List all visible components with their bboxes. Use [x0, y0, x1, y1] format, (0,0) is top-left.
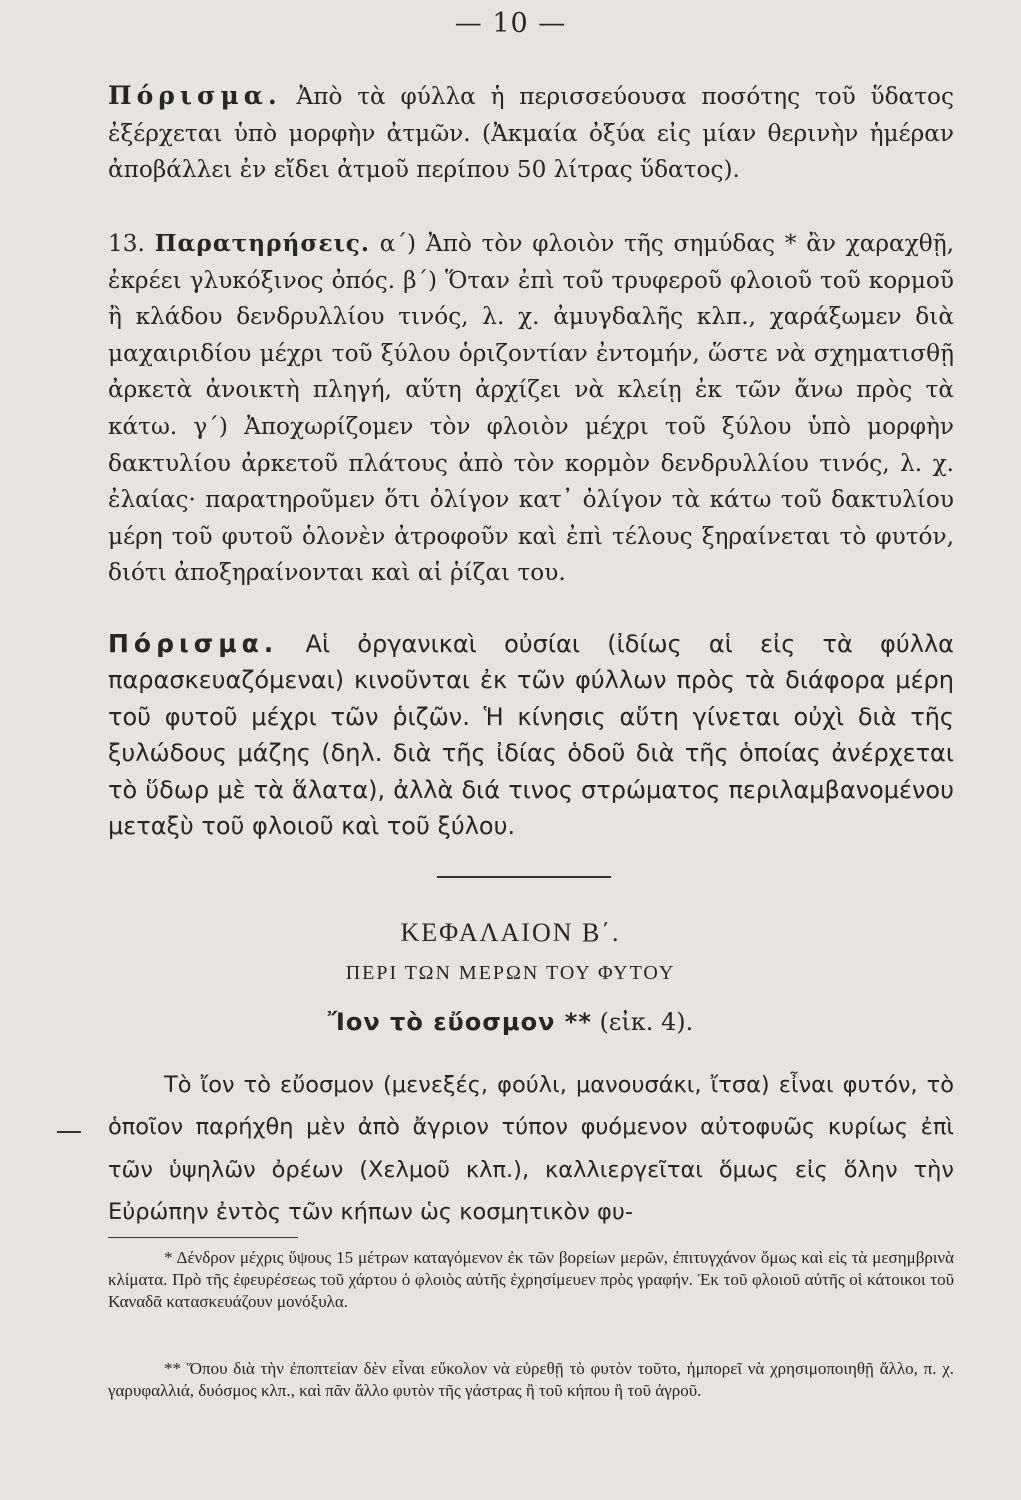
section-title: Ἴον τὸ εὔοσμον **	[327, 1008, 592, 1036]
porisma-label: Πόρισμα.	[108, 629, 279, 658]
margin-mark	[57, 1131, 81, 1133]
footnote-2: ** Ὅπου διὰ τὴν ἐποπτείαν δὲν εἶναι εὔκολον νὰ εὑρεθῇ τὸ φυτὸν τοῦτο, ἠμπορεῖ νὰ χρησιμοποιηθῇ ἄλλο, π. χ. γαρυφαλλιά, δυόσμος κλπ., καὶ πᾶν ἄλλο φυτὸν τῆς γάστρας ἢ τοῦ κήπου ἢ τοῦ ἀγροῦ.	[108, 1359, 954, 1401]
section-heading	[0, 1008, 1021, 1036]
paragraph-text: Ἀπὸ τὰ φύλλα ἡ περισσεύουσα ποσότης τοῦ ὕδατος ἐξέρχεται ὑπὸ μορφὴν ἀτμῶν. (Ἀκμαία ὀξύα εἰς μίαν θερινὴν ἡμέραν ἀποβάλλει ἐν εἴδει ἀτμοῦ περίπου 50 λίτρας ὕδατος).	[108, 83, 954, 184]
paragraph-number: 13.	[108, 230, 155, 257]
paragraph-text: Αἱ ὀργανικαὶ οὐσίαι (ἰδίως αἱ εἰς τὰ φύλλα παρασκευαζόμεναι) κινοῦνται ἐκ τῶν φύλλων πρὸς τὰ διάφορα μέρη τοῦ φυτοῦ μέχρι τῶν ῥιζῶν. Ἡ κίνησις αὕτη γίνεται οὐχὶ διὰ τῆς ξυλώδους μάζης (δηλ. διὰ τῆς ἰδίας ὁδοῦ διὰ τῆς ὁποίας ἀνέρχεται τὸ ὕδωρ μὲ τὰ ἅλατα), ἀλλὰ διά τινος στρώματος περιλαμβανομένου μεταξὺ τοῦ φλοιοῦ καὶ τοῦ ξύλου.	[108, 630, 954, 841]
figure-reference: (εἰκ. 4).	[591, 1008, 694, 1036]
observations-label: Παρατηρήσεις.	[154, 230, 371, 257]
porisma-paragraph-2	[108, 626, 954, 844]
footnote-1: * Δένδρον μέχρις ὕψους 15 μέτρων καταγόμενον ἐκ τῶν βορείων μερῶν, ἐπιτυγχάνον ὅμως καὶ εἰς τὰ μεσημβρινὰ κλίματα. Πρὸ τῆς ἐφευρέσεως τοῦ χάρτου ὁ φλοιὸς αὐτῆς ἐχρησίμευεν πρὸς γραφήν. Ἐκ τοῦ φλοιοῦ αὐτῆς οἱ κάτοικοι τοῦ Καναδᾶ κατασκευάζουν μονόξυλα.	[108, 1248, 954, 1312]
porisma-paragraph-1	[108, 78, 954, 189]
page-number: — 10 —	[454, 8, 567, 39]
violet-paragraph: Τὸ ἴον τὸ εὔοσμον (μενεξές, φούλι, μανουσάκι, ἴτσα) εἶναι φυτόν, τὸ ὁποῖον παρήχθη μὲν ἀπὸ ἄγριον τύπον φυόμενον αὐτοφυῶς κυρίως ἐπὶ τῶν ὑψηλῶν ὀρέων (Χελμοῦ κλπ.), καλλιεργεῖται ὅμως εἰς ὅλην τὴν Εὐρώπην ἐντὸς τῶν κήπων ὡς κοσμητικὸν φυ-	[108, 1072, 954, 1226]
chapter-title: ΚΕΦΑΛΑΙΟΝ Β΄.	[400, 918, 621, 947]
section-divider	[437, 876, 611, 878]
footnote-rule	[108, 1237, 298, 1238]
porisma-label: Πόρισμα.	[108, 81, 282, 110]
paragraph-text: α΄) Ἀπὸ τὸν φλοιὸν τῆς σημύδας * ἂν χαραχθῇ, ἐκρέει γλυκόξινος ὀπός. β΄) Ὅταν ἐπὶ τοῦ τρυφεροῦ φλοιοῦ τοῦ κορμοῦ ἢ κλάδου δενδρυλλίου τινός, λ. χ. ἀμυγδαλῆς κλπ., χαράξωμεν διὰ μαχαιριδίου μέχρι τοῦ ξύλου ὁριζοντίαν ἐντομήν, ὥστε νὰ σχηματισθῇ ἀρκετὰ ἀνοικτὴ πληγή, αὕτη ἀρχίζει νὰ κλείῃ ἐκ τῶν ἄνω πρὸς τὰ κάτω. γ΄) Ἀποχωρίζομεν τὸν φλοιὸν μέχρι τοῦ ξύλου ὑπὸ μορφὴν δακτυλίου ἀρκετοῦ πλάτους ἀπὸ τὸν κορμὸν δενδρυλλίου τινός, λ. χ. ἐλαίας· παρατηροῦμεν ὅτι ὀλίγον κατ᾿ ὀλίγον τὰ κάτω τοῦ δακτυλίου μέρη τοῦ φυτοῦ ὁλονὲν ἀτροφοῦν καὶ ἐπὶ τέλους ξηραίνεται τὸ φυτόν, διότι ἀποξηραίνονται καὶ αἱ ῥίζαι του.	[108, 230, 954, 587]
chapter-subtitle: ΠΕΡΙ ΤΩΝ ΜΕΡΩΝ ΤΟΥ ΦΥΤΟΥ	[345, 962, 676, 984]
observations-paragraph	[108, 226, 954, 592]
